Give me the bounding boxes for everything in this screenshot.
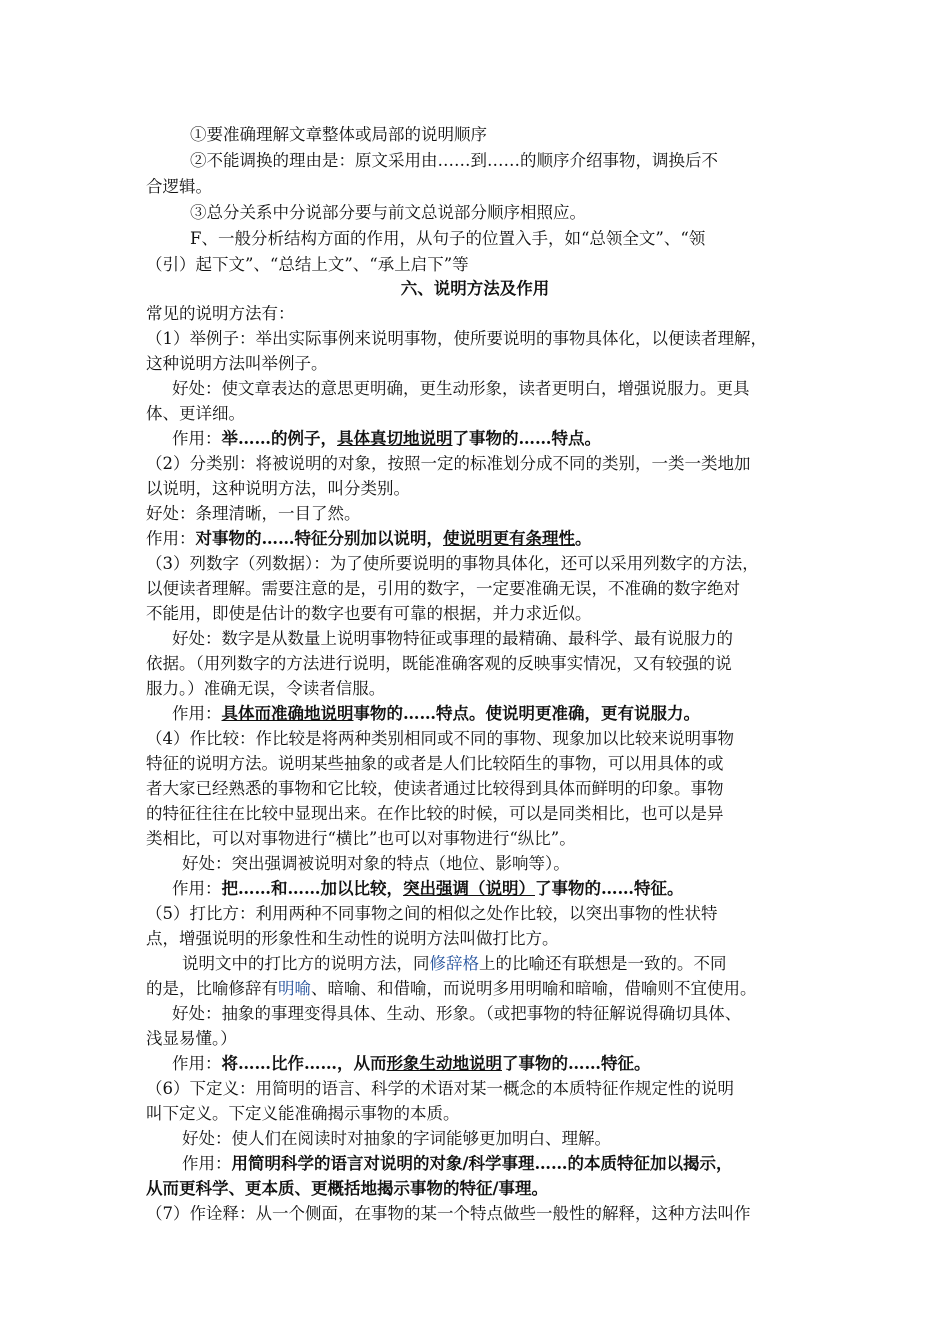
bold-text: 把……和……加以比较， (221, 879, 403, 898)
bold-text: 对事物的……特征分别加以说明， (195, 529, 443, 548)
underlined-key-phrase: 形象生动地说明 (386, 1054, 502, 1073)
text-line: （引）起下文”、“总结上文”、“承上启下”等 (146, 255, 469, 274)
text-line (182, 951, 727, 976)
bold-text: 了事物的……特征。 (502, 1054, 651, 1073)
effect-label: 作用： (182, 1154, 232, 1173)
section-heading: 六、说明方法及作用 (400, 279, 550, 298)
text-line: ③总分关系中分说部分要与前文总说部分顺序相照应。 (190, 203, 586, 222)
text-line: 点，增强说明的形象性和生动性的说明方法叫做打比方。 (146, 929, 559, 948)
text-line: 从而更科学、更本质、更概括地揭示事物的特征/事理。 (146, 1179, 549, 1198)
effect-label: 作用： (172, 879, 222, 898)
text-line: （1）举例子：举出实际事例来说明事物，使所要说明的事物具体化，以便读者理解， (146, 329, 767, 348)
bold-text: 了事物的……特征。 (535, 879, 684, 898)
text-line: 好处：抽象的事理变得具体、生动、形象。（或把事物的特征解说得确切具体、 (172, 1004, 742, 1023)
bold-text: 。 (575, 529, 592, 548)
text-line: 类相比，可以对事物进行“横比”也可以对事物进行“纵比”。 (146, 829, 576, 848)
effect-line (172, 426, 601, 451)
text-line: 以便读者理解。需要注意的是，引用的数字，一定要准确无误，不准确的数字绝对 (146, 579, 740, 598)
underlined-key-phrase: 使说明更有条理性 (443, 529, 575, 548)
text-span: 的是，比喻修辞有 (146, 979, 278, 998)
text-line: 好处：条理清晰，一目了然。 (146, 504, 361, 523)
text-line: 以说明，这种说明方法，叫分类别。 (146, 479, 410, 498)
link-simile[interactable]: 明喻 (278, 979, 311, 998)
effect-line (172, 1051, 651, 1076)
text-line: 常见的说明方法有： (146, 304, 295, 323)
text-span: 上的比喻还有联想是一致的。不同 (479, 954, 727, 973)
effect-line (182, 1151, 733, 1176)
effect-line (146, 526, 592, 551)
effect-label: 作用： (172, 1054, 222, 1073)
effect-label: 作用： (172, 429, 222, 448)
text-line: 好处：使文章表达的意思更明确，更生动形象，读者更明白，增强说服力。更具 (172, 379, 750, 398)
text-line: 服力。）准确无误，令读者信服。 (146, 679, 386, 698)
bold-text: 用简明科学的语言对说明的对象/科学事理……的本质特征加以揭示， (231, 1154, 733, 1173)
bold-text: 将……比作……，从而 (221, 1054, 387, 1073)
text-line: （2）分类别：将被说明的对象，按照一定的标准划分成不同的类别，一类一类地加 (146, 454, 751, 473)
text-line: 好处：使人们在阅读时对抽象的字词能够更加明白、理解。 (182, 1129, 611, 1148)
effect-line (172, 876, 684, 901)
text-line: （3）列数字（列数据）：为了使所要说明的事物具体化，还可以采用列数字的方法， (146, 554, 759, 573)
text-line: 这种说明方法叫举例子。 (146, 354, 328, 373)
effect-label: 作用： (172, 704, 222, 723)
text-line: 的特征往往在比较中显现出来。在作比较的时候，可以是同类相比，也可以是异 (146, 804, 724, 823)
underlined-key-phrase: 具体而准确地说明 (221, 704, 354, 723)
effect-line (172, 701, 700, 726)
underlined-key-phrase: 具体真切地说明 (337, 429, 453, 448)
text-line: （4）作比较：作比较是将两种类别相同或不同的事物、现象加以比较来说明事物 (146, 729, 734, 748)
text-line: （5）打比方：利用两种不同事物之间的相似之处作比较，以突出事物的性状特 (146, 904, 718, 923)
text-line: 特征的说明方法。说明某些抽象的或者是人们比较陌生的事物，可以用具体的或 (146, 754, 724, 773)
text-line: 者大家已经熟悉的事物和它比较，使读者通过比较得到具体而鲜明的印象。事物 (146, 779, 724, 798)
text-line: ②不能调换的理由是：原文采用由……到……的顺序介绍事物，调换后不 (190, 151, 718, 170)
text-line: （7）作诠释：从一个侧面，在事物的某一个特点做些一般性的解释，这种方法叫作 (146, 1204, 751, 1223)
text-span: 、暗喻、和借喻，而说明多用明喻和暗喻，借喻则不宜使用。 (311, 979, 757, 998)
bold-text: 事物的……特点。使说明更准确，更有说服力。 (353, 704, 700, 723)
text-line: 依据。（用列数字的方法进行说明，既能准确客观的反映事实情况，又有较强的说 (146, 654, 732, 673)
text-line: ①要准确理解文章整体或局部的说明顺序 (190, 125, 487, 144)
text-span: 说明文中的打比方的说明方法，同 (182, 954, 430, 973)
text-line: 叫下定义。下定义能准确揭示事物的本质。 (146, 1104, 460, 1123)
text-line: 好处：数字是从数量上说明事物特征或事理的最精确、最科学、最有说服力的 (172, 629, 733, 648)
text-line: 合逻辑。 (146, 177, 212, 196)
bold-text: 了事物的……特点。 (452, 429, 601, 448)
text-line: 体、更详细。 (146, 404, 245, 423)
text-line: 不能用，即使是估计的数字也要有可靠的根据，并力求近似。 (146, 604, 592, 623)
bold-text: 举……的例子， (221, 429, 337, 448)
text-line: 好处：突出强调被说明对象的特点（地位、影响等）。 (182, 854, 570, 873)
text-line: （6）下定义：用简明的语言、科学的术语对某一概念的本质特征作规定性的说明 (146, 1079, 734, 1098)
link-rhetoric[interactable]: 修辞格 (429, 954, 479, 973)
effect-label: 作用： (146, 529, 196, 548)
text-line (146, 976, 757, 1001)
text-line: 浅显易懂。） (146, 1029, 237, 1048)
text-line: F、一般分析结构方面的作用，从句子的位置入手，如“总领全文”、“领 (190, 229, 706, 248)
underlined-key-phrase: 突出强调（说明） (403, 879, 535, 898)
